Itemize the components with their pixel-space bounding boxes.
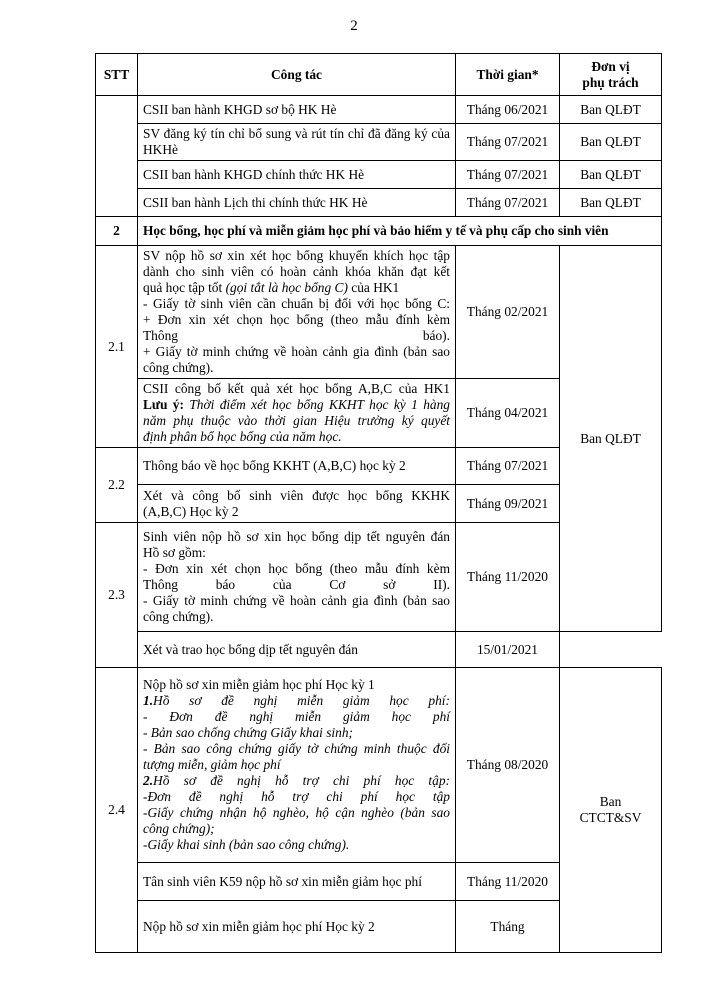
table-row [96,161,662,189]
task-cell: SV đăng ký tín chỉ bổ sung và rút tín chỉ đã đăng ký của HKHè [138,124,456,161]
subsection-number: 2.3 [96,523,138,668]
list-number: 2. [143,773,154,788]
task-line: SV nộp hồ sơ xin xét học bổng khuyến khích học tập [143,248,450,263]
subsection-number: 2.4 [96,668,138,953]
task-line: Sinh viên nộp hồ sơ xin học bổng dịp tết nguyên đán [143,529,450,544]
table-row [96,96,662,124]
header-time: Thời gian* [456,54,560,96]
task-cell: CSII ban hành KHGD sơ bộ HK Hè [138,96,456,124]
time-cell: Tháng 11/2020 [456,523,560,632]
time-cell: Tháng 11/2020 [456,863,560,901]
stt-cell-empty [96,96,138,217]
task-line: Hồ sơ gồm: [143,545,206,560]
time-cell: Tháng 02/2021 [456,246,560,379]
note-text: năm phụ thuộc vào thời gian Hiệu trưởng ký quyết [143,413,450,428]
task-line: -Đơn đề nghị hỗ trợ chi phí học tập [143,789,450,804]
task-line: + Giấy tờ minh chứng về hoàn cảnh gia đình (bản sao [143,344,450,359]
unit-cell-merged [560,668,662,953]
time-cell: Tháng 06/2021 [456,96,560,124]
table-header-row [96,54,662,96]
task-text: báo). [422,328,450,343]
task-text: Thông [143,328,178,343]
task-line [143,397,450,413]
task-line: dành cho sinh viên có hoàn cảnh khóa khăn đạt kết [143,264,450,279]
task-line: - Giấy tờ minh chứng về hoàn cảnh gia đình (bản sao [143,593,450,608]
task-line: công chứng). [143,609,214,624]
task-line [143,328,450,344]
task-cell: Xét và trao học bổng dịp tết nguyên đán [138,632,456,668]
task-line: (A,B,C) Học kỳ 2 [143,503,239,519]
task-line: Xét và công bố sinh viên được học bổng KKHK [143,487,450,503]
task-text-italic: Hồ sơ đề nghị miễn giảm học phí: [153,693,450,708]
header-unit-line2: phụ trách [582,74,639,90]
table-row [96,632,662,668]
task-line [143,773,450,789]
task-text: của HK1 [347,280,400,295]
task-cell [138,485,456,523]
page-number: 2 [350,18,358,34]
time-cell: Tháng 07/2021 [456,161,560,189]
task-line: công chứng). [143,360,214,375]
subsection-number: 2.1 [96,246,138,448]
header-stt: STT [96,54,138,96]
task-line: - Đơn đề nghị miễn giảm học phí [143,709,450,724]
section-number: 2 [96,217,138,246]
task-line: - Bản sao chống chứng Giấy khai sinh; [143,725,353,740]
header-unit-line1: Đơn vị [591,58,630,74]
unit-cell-merged: Ban QLĐT [560,246,662,632]
unit-cell: Ban QLĐT [560,124,662,161]
task-text-italic: Hồ sơ đề nghị hỗ trợ chi phí học tập: [153,773,450,788]
task-line: -Giấy khai sinh (bản sao công chứng). [143,837,350,852]
table-row [96,124,662,161]
note-label: Lưu ý: [143,397,184,412]
time-cell: Tháng 07/2021 [456,448,560,485]
task-cell: Thông báo về học bổng KKHT (A,B,C) học kỳ 2 [138,448,456,485]
task-cell [138,523,456,632]
unit-line: Ban [599,794,622,809]
table-row [96,189,662,217]
unit-cell: Ban QLĐT [560,96,662,124]
section-title: Học bổng, học phí và miễn giảm học phí và bảo hiểm y tế và phụ cấp cho sinh viên [138,217,662,246]
task-line: tượng miễn, giảm học phí [143,757,281,772]
task-line: - Giấy tờ sinh viên cần chuẩn bị đối với học bổng C: [143,296,450,311]
note-text: định phân bổ học bổng của năm học. [143,429,342,444]
task-line: - Đơn xin xét chọn học bổng (theo mẫu đính kèm [143,561,450,576]
time-cell: Tháng [456,901,560,953]
unit-cell: Ban QLĐT [560,161,662,189]
task-line: Nộp hồ sơ xin miễn giảm học phí Học kỳ 1 [143,677,375,692]
task-cell [138,246,456,379]
time-cell: Tháng 04/2021 [456,379,560,448]
table-row [96,246,662,379]
task-cell: CSII ban hành Lịch thi chính thức HK Hè [138,189,456,217]
task-cell [138,668,456,863]
task-text-italic: (gọi tắt là học bổng C) [225,280,348,295]
time-cell: Tháng 08/2020 [456,668,560,863]
header-unit [560,54,662,96]
task-line: CSII công bố kết quả xét học bổng A,B,C của HK1 [143,381,450,396]
task-line [143,280,450,296]
note-text: Thời điểm xét học bổng KKHT học kỳ 1 hàng [183,397,450,412]
table-row [96,668,662,863]
time-cell: Tháng 07/2021 [456,189,560,217]
header-task: Công tác [138,54,456,96]
task-line: Thông báo của Cơ sở II). [143,577,450,592]
task-line: -Giấy chứng nhận hộ nghèo, hộ cận nghèo (bản sao [143,805,450,820]
task-cell [138,379,456,448]
task-line [143,693,450,709]
list-number: 1. [143,693,154,708]
task-line: - Bản sao công chứng giấy tờ chứng minh thuộc đối [143,741,450,756]
task-line: công chứng); [143,821,215,836]
task-line: + Đơn xin xét chọn học bổng (theo mẫu đính kèm [143,312,450,327]
task-cell: CSII ban hành KHGD chính thức HK Hè [138,161,456,189]
task-text: quả học tập tốt [143,280,226,295]
unit-cell: Ban QLĐT [560,189,662,217]
unit-line: CTCT&SV [579,810,642,825]
time-cell: 15/01/2021 [456,632,560,668]
task-cell: Nộp hồ sơ xin miễn giảm học phí Học kỳ 2 [138,901,456,953]
section-heading-row [96,217,662,246]
subsection-number: 2.2 [96,448,138,523]
time-cell: Tháng 09/2021 [456,485,560,523]
time-cell: Tháng 07/2021 [456,124,560,161]
task-cell: Tân sinh viên K59 nộp hồ sơ xin miễn giảm học phí [138,863,456,901]
work-schedule-table [95,53,662,953]
